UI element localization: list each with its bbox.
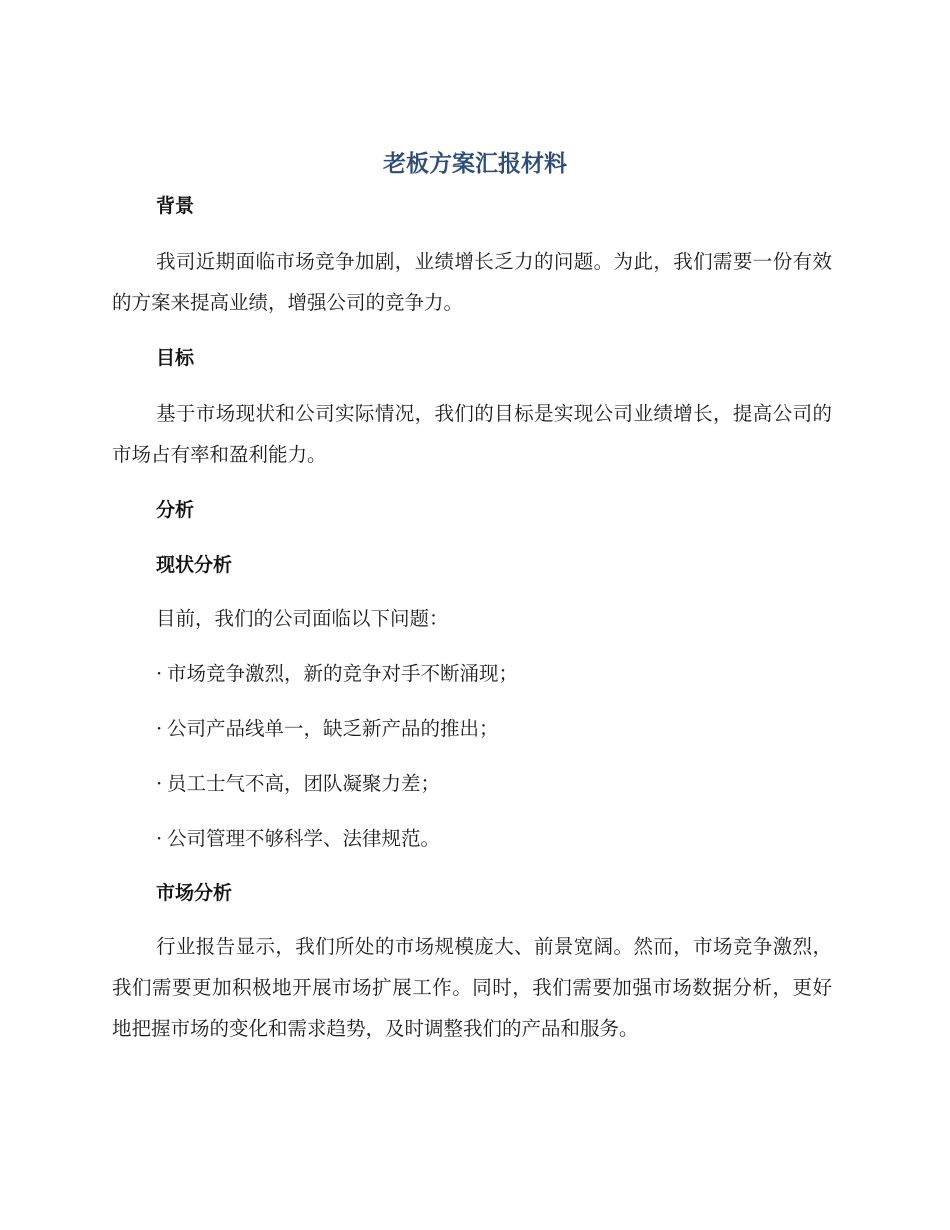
bullet-icon: · (156, 772, 163, 795)
list-item-text: 公司产品线单一，缺乏新产品的推出； (167, 717, 499, 740)
list-item (156, 659, 518, 689)
bullet-icon: · (156, 717, 163, 740)
heading-market-analysis: 市场分析 (156, 882, 233, 904)
list-item (156, 824, 440, 854)
list-item (156, 769, 440, 799)
heading-goal: 目标 (156, 347, 195, 369)
list-item (156, 714, 499, 744)
heading-analysis: 分析 (156, 499, 195, 521)
list-item-text: 公司管理不够科学、法律规范。 (167, 827, 441, 850)
heading-background: 背景 (156, 195, 195, 217)
list-item-text: 员工士气不高，团队凝聚力差； (167, 772, 441, 795)
status-intro: 目前，我们的公司面临以下问题： (156, 607, 449, 630)
paragraph-goal: 基于市场现状和公司实际情况，我们的目标是实现公司业绩增长，提高公司的市场占有率和盈利能力。 (112, 402, 832, 466)
paragraph-market-analysis: 行业报告显示，我们所处的市场规模庞大、前景宽阔。然而，市场竞争激烈，我们需要更加积极地开展市场扩展工作。同时，我们需要加强市场数据分析，更好地把握市场的变化和需求趋势，及时调整我们的产品和服务。 (112, 935, 832, 1040)
heading-status-analysis: 现状分析 (156, 554, 233, 576)
list-item-text: 市场竞争激烈，新的竞争对手不断涌现； (167, 662, 519, 685)
bullet-icon: · (156, 827, 163, 850)
bullet-icon: · (156, 662, 163, 685)
paragraph-background: 我司近期面临市场竞争加剧，业绩增长乏力的问题。为此，我们需要一份有效的方案来提高业绩，增强公司的竞争力。 (112, 250, 832, 314)
document-title: 老板方案汇报材料 (383, 151, 567, 177)
